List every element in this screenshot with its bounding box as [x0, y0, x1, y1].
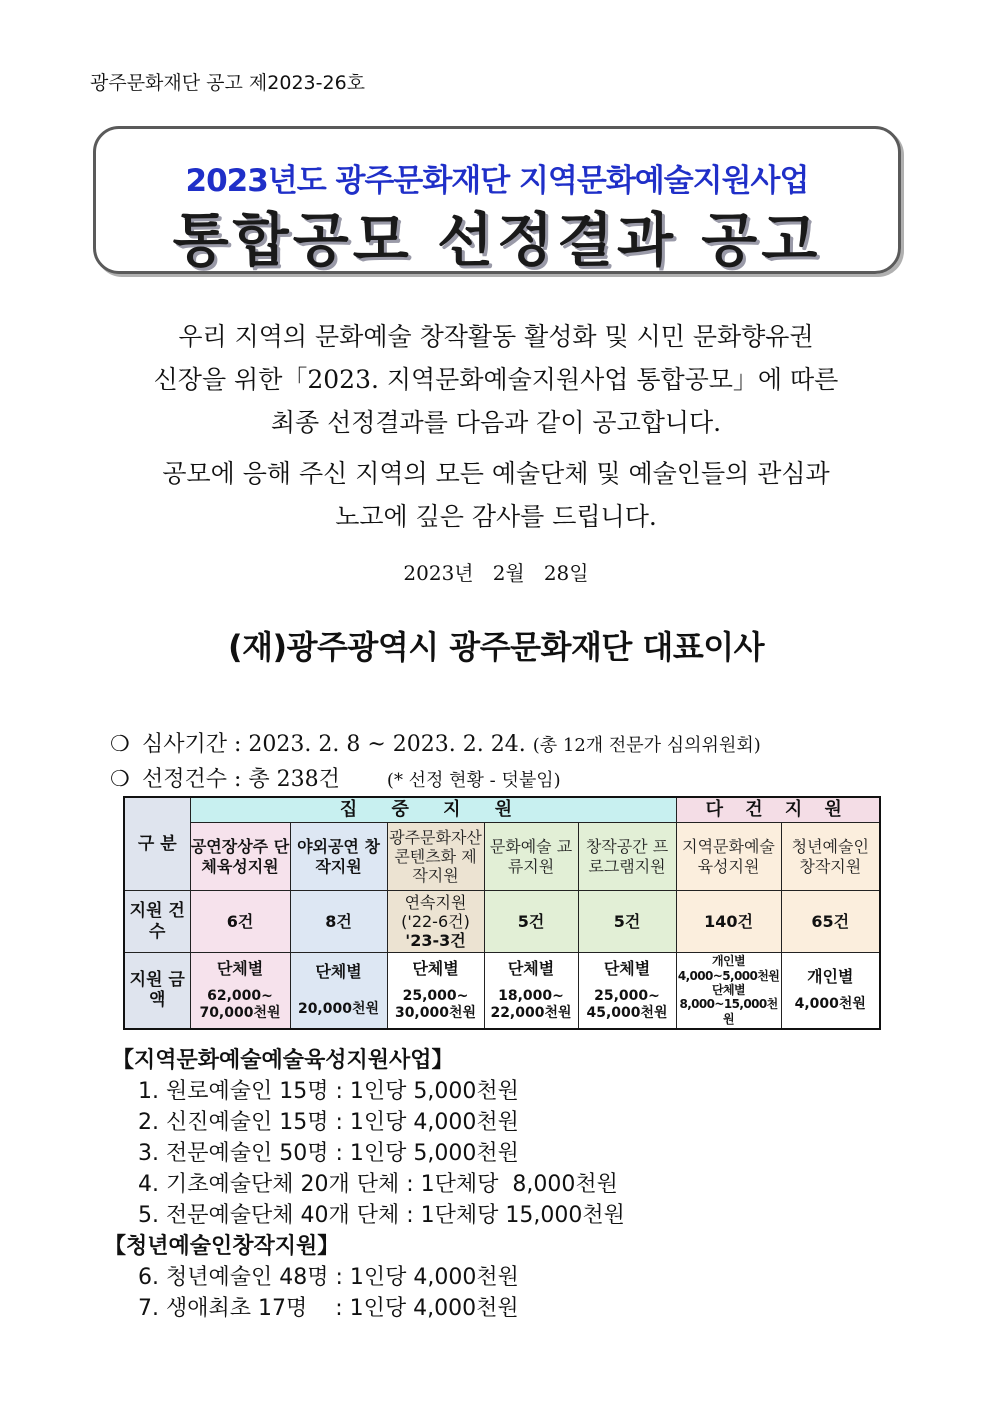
selection-count-value: 총 238건: [248, 767, 340, 792]
amount-range: 25,000~ 45,000천원: [586, 988, 668, 1021]
amount-type: 개인별: [807, 967, 854, 987]
table-column-header: 청년예술인 창작지원: [781, 823, 880, 891]
amount-range: 20,000천원: [297, 1001, 380, 1018]
row-label-amount: 지원 금액: [124, 953, 190, 1029]
summary-bullets: [110, 728, 761, 798]
count-special-bottom: '23-3건: [405, 931, 466, 951]
list-item: 2. 신진예술인 15명 : 1인당 4,000천원: [138, 1110, 519, 1135]
review-period: [110, 728, 761, 763]
table-column-header: 공연장상주 단체육성지원: [190, 823, 290, 891]
amount-type: 단체별: [412, 958, 459, 978]
amount-type: 단체별: [216, 958, 264, 978]
amount-type: 단체별: [603, 958, 651, 978]
selection-count: [110, 763, 761, 798]
table-cell-amount: [781, 953, 880, 1029]
notice-date: 2023년 2월 28일: [403, 561, 589, 585]
table-cell-count: 5건: [484, 891, 578, 953]
selection-count-label: 선정건수 :: [142, 767, 242, 792]
amount-range: 4,000~5,000천원: [677, 968, 780, 983]
review-period-value: 2023. 2. 8 ~ 2023. 2. 24.: [248, 732, 526, 757]
amount-range: 62,000~ 70,000천원: [199, 988, 281, 1021]
table-column-header: 문화예술 교류지원: [484, 823, 578, 891]
amount-range: 4,000천원: [794, 996, 866, 1013]
title-line-1: 2023년도 광주문화재단 지역문화예술지원사업: [185, 163, 809, 199]
detail-list: [104, 1045, 625, 1324]
notice-number: 광주문화재단 공고 제2023-26호: [90, 72, 366, 94]
table-cell-count: 65건: [781, 891, 880, 953]
table-cell-amount: [290, 953, 387, 1029]
circle-bullet-icon: ❍: [110, 732, 130, 757]
list-item: 5. 전문예술단체 40개 단체 : 1단체당 15,000천원: [138, 1203, 625, 1228]
section-title: 【지역문화예술예술육성지원사업】: [112, 1048, 454, 1073]
amount-range-2: 8,000~15,000천원: [679, 997, 778, 1026]
thanks-line: 노고에 깊은 감사를 드립니다.: [335, 502, 657, 531]
list-item: 3. 전문예술인 50명 : 1인당 5,000천원: [138, 1141, 519, 1166]
table-column-header: 지역문화예술육성지원: [676, 823, 781, 891]
table-cell-amount: [190, 953, 290, 1029]
table-column-header: 야외공연 창작지원: [290, 823, 387, 891]
list-item: 4. 기초예술단체 20개 단체 : 1단체당 8,000천원: [138, 1172, 618, 1197]
intro-line: 최종 선정결과를 다음과 같이 공고합니다.: [270, 408, 722, 437]
intro-paragraph: [110, 315, 882, 538]
row-label-count: 지원 건수: [124, 891, 190, 953]
count-special-top: 연속지원: [404, 892, 467, 912]
table-group-concentrated: 집 중 지 원: [190, 797, 676, 823]
amount-type: 개인별: [712, 954, 745, 969]
count-special-mid: ('22-6건): [401, 911, 470, 931]
table-cell-amount: [578, 953, 676, 1029]
list-item: 1. 원로예술인 15명 : 1인당 5,000천원: [138, 1079, 519, 1104]
circle-bullet-icon: ❍: [110, 767, 130, 792]
organization-name: (재)광주광역시 광주문화재단 대표이사: [227, 628, 765, 666]
list-item: 7. 생애최초 17명 : 1인당 4,000천원: [138, 1296, 519, 1321]
table-cell-amount: [484, 953, 578, 1029]
amount-range: 18,000~ 22,000천원: [490, 988, 572, 1021]
table-cell-count: 6건: [190, 891, 290, 953]
title-box: [93, 126, 901, 274]
table-column-header: 광주문화자산 콘텐츠화 제작지원: [387, 823, 484, 891]
amount-range: 25,000~ 30,000천원: [394, 988, 477, 1021]
table-cell-count-special: [387, 891, 484, 953]
selection-count-note: (* 선정 현황 - 덧붙임): [386, 770, 561, 791]
table-cell-amount: [387, 953, 484, 1029]
amount-type: 단체별: [315, 962, 362, 982]
table-cell-count: 140건: [676, 891, 781, 953]
selection-table: [123, 796, 881, 1030]
table-header-gubun: 구 분: [124, 797, 190, 891]
intro-line: 신장을 위한「2023. 지역문화예술지원사업 통합공모」에 따른: [153, 365, 839, 394]
amount-type: 단체별: [507, 958, 555, 978]
review-period-note: (총 12개 전문가 심의위원회): [532, 735, 761, 756]
table-group-multiple: 다 건 지 원: [676, 797, 880, 823]
table-cell-count: 5건: [578, 891, 676, 953]
thanks-line: 공모에 응해 주신 지역의 모든 예술단체 및 예술인들의 관심과: [162, 459, 830, 488]
table-cell-amount: [676, 953, 781, 1029]
intro-line: 우리 지역의 문화예술 창작활동 활성화 및 시민 문화향유권: [178, 322, 814, 351]
list-item: 6. 청년예술인 48명 : 1인당 4,000천원: [138, 1265, 519, 1290]
amount-type-2: 단체별: [712, 983, 745, 998]
review-period-label: 심사기간 :: [142, 732, 242, 757]
table-column-header: 창작공간 프로그램지원: [578, 823, 676, 891]
section-title: 【청년예술인창작지원】: [104, 1234, 340, 1259]
table-cell-count: 8건: [290, 891, 387, 953]
title-line-2: 통합공모 선정결과 공고: [172, 206, 822, 274]
